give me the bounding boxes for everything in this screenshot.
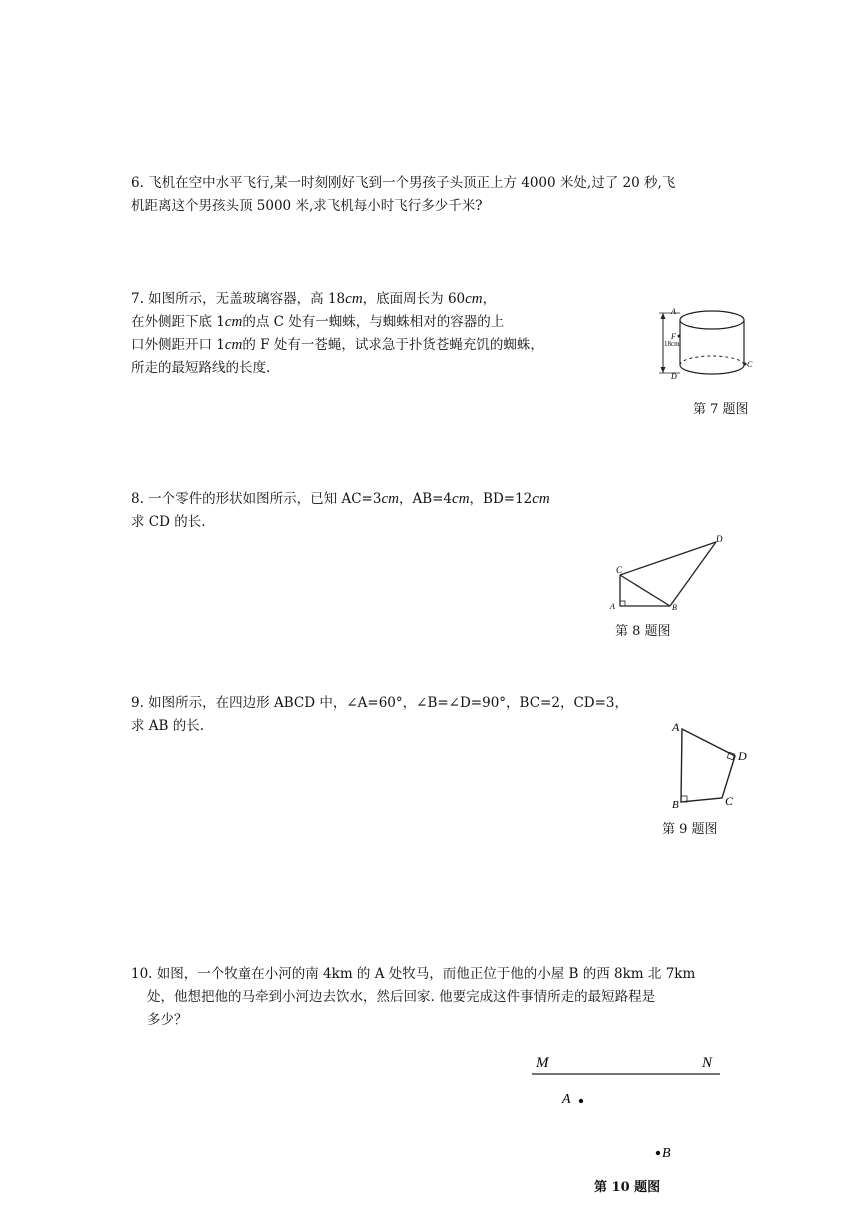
q8-figure-caption: 第 8 题图 bbox=[615, 624, 671, 639]
q8-text: ，BD=12 bbox=[469, 491, 533, 507]
q10-figure bbox=[528, 1048, 728, 1168]
q7-cylinder-figure bbox=[655, 305, 765, 385]
q7-text: 在外侧距下底 1 bbox=[131, 314, 225, 330]
label-A: A bbox=[672, 720, 680, 734]
q8-line-2: 求 CD 的长. bbox=[131, 514, 206, 530]
q7-text: 7. 如图所示，无盖玻璃容器，高 18 bbox=[131, 291, 346, 307]
segment-BD bbox=[670, 542, 716, 606]
cylinder-bottom-front bbox=[680, 365, 744, 374]
q8-figure bbox=[606, 532, 736, 614]
label-A: A bbox=[671, 307, 676, 316]
segment-CD bbox=[620, 542, 716, 575]
q6-line-1: 6. 飞机在空中水平飞行,某一时刻刚好飞到一个男孩子头顶正上方 4000 米处,过了 20 秒,飞 bbox=[131, 175, 676, 191]
q7-unit: cm bbox=[224, 314, 243, 330]
cylinder-bottom-back bbox=[680, 356, 744, 365]
q9-line-2: 求 AB 的长. bbox=[131, 718, 205, 734]
segment-CB bbox=[620, 575, 670, 606]
q7-line-4: 所走的最短路线的长度. bbox=[131, 360, 271, 376]
q7-figure-caption: 第 7 题图 bbox=[693, 402, 749, 417]
label-M: M bbox=[536, 1055, 549, 1071]
label-D: D bbox=[738, 749, 747, 763]
arrow-down bbox=[661, 367, 666, 373]
point-F bbox=[678, 335, 681, 338]
point-B bbox=[656, 1151, 660, 1155]
q10-line-2: 处，他想把他的马牵到小河边去饮水，然后回家. 他要完成这件事情所走的最短路程是 bbox=[147, 989, 656, 1005]
height-label: 18cm bbox=[664, 340, 680, 348]
q8-text: 8. 一个零件的形状如图所示，已知 AC=3 bbox=[131, 491, 382, 507]
label-B: B bbox=[662, 1146, 671, 1161]
q7-line-3 bbox=[131, 334, 544, 357]
q7-text: ，底面周长为 60 bbox=[362, 291, 466, 307]
arrow-up bbox=[661, 313, 666, 319]
point-C bbox=[744, 363, 747, 366]
cylinder-top bbox=[680, 311, 744, 329]
q7-line-2 bbox=[131, 311, 504, 334]
q8-text: ，AB=4 bbox=[398, 491, 453, 507]
q7-unit: cm bbox=[224, 337, 243, 353]
q7-text: 的点 C 处有一蜘蛛，与蜘蛛相对的容器的上 bbox=[242, 314, 505, 330]
q7-unit: cm bbox=[465, 291, 483, 307]
label-B: B bbox=[672, 799, 679, 811]
q8-unit: cm bbox=[452, 491, 470, 507]
label-F: F bbox=[671, 332, 676, 341]
label-N: N bbox=[702, 1055, 713, 1071]
label-D: D bbox=[716, 534, 723, 544]
right-angle-A bbox=[620, 601, 625, 606]
q7-text: ， bbox=[482, 291, 497, 307]
point-A bbox=[579, 1099, 583, 1103]
label-C: C bbox=[616, 565, 623, 575]
q6-line-2: 机距离这个男孩头顶 5000 米,求飞机每小时飞行多少千米? bbox=[131, 198, 483, 214]
q9-figure bbox=[668, 718, 758, 810]
q9-line-1: 9. 如图所示，在四边形 ABCD 中，∠A=60°，∠B=∠D=90°，BC=2，CD=3， bbox=[131, 695, 629, 711]
label-B: B bbox=[672, 603, 677, 612]
q8-unit: cm bbox=[381, 491, 399, 507]
q8-unit: cm bbox=[532, 491, 550, 507]
q7-line-1 bbox=[131, 288, 496, 311]
q10-line-1: 10. 如图，一个牧童在小河的南 4km 的 A 处牧马，而他正位于他的小屋 B 的西 8km 北 7km bbox=[131, 966, 696, 982]
q10-line-3: 多少？ bbox=[147, 1012, 188, 1028]
label-D: D bbox=[671, 372, 677, 381]
label-C: C bbox=[725, 794, 734, 808]
q7-text: 口外侧距开口 1 bbox=[131, 337, 225, 353]
label-A: A bbox=[610, 602, 615, 611]
label-C: C bbox=[747, 360, 753, 369]
q7-unit: cm bbox=[345, 291, 363, 307]
q9-figure-caption: 第 9 题图 bbox=[662, 822, 718, 837]
q8-line-1 bbox=[131, 488, 550, 511]
q7-text: 的 F 处有一苍蝇，试求急于扑货苍蝇充饥的蜘蛛， bbox=[242, 337, 544, 353]
quadrilateral-ABCD bbox=[681, 729, 735, 802]
q10-figure-caption: 第 10 题图 bbox=[594, 1180, 661, 1195]
label-A: A bbox=[562, 1092, 571, 1107]
